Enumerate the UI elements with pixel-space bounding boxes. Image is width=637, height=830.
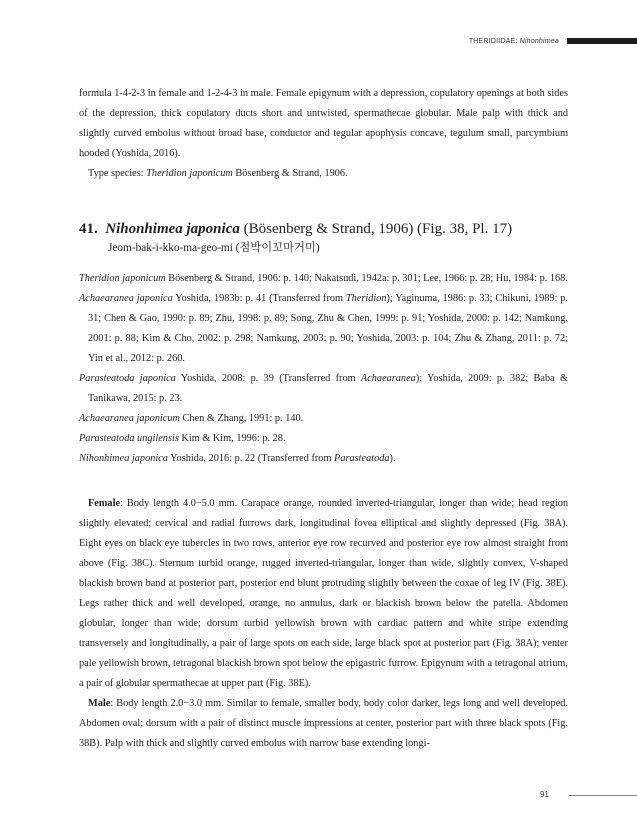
synonym-name: Parasteatoda japonica bbox=[79, 373, 176, 384]
species-number: 41. bbox=[79, 221, 98, 237]
synonym-from: Theridion bbox=[345, 293, 387, 304]
synonym-from: Achaearanea bbox=[360, 373, 416, 384]
header-bar bbox=[567, 38, 637, 44]
synonymy-entry bbox=[79, 449, 568, 469]
synonym-refs: Bösenberg & Strand, 1906: p. 140; Nakatsudi, 1942a: p. 301; Lee, 1966: p. 28; Hu, 1984: p. 168. bbox=[165, 273, 568, 284]
intro-paragraph: formula 1-4-2-3 in female and 1-2-4-3 in male. Female epigynum with a depression, copulatory openings at both sides of the depression, thick copulatory ducts short and untwisted, spermathecae globular. Male palp with thick and slightly curved embolus without broad base, conductor and tegular apophysis concave, tegulum small, parcymbium hooded (Yoshida, 2016). bbox=[79, 88, 568, 159]
synonymy-entry bbox=[79, 289, 568, 369]
type-species bbox=[79, 164, 568, 184]
synonymy-entry bbox=[79, 369, 568, 409]
synonym-refs-cont: ); Yaginuma, 1986: p. 33; Chikuni, 1989: p. 31; Chen & Gao, 1990: p. 89; Zhu, 1998: p. 89; Song, Zhu & Chen, 1999: p. 91; Yoshida, 2000: p. 142; Namkung, 2001: p. 88; Kim & Cho, 2002: p. 298; Namkung, 2003: p. 90; Yoshida, 2003: p. 104; Zhu & Zhang, 2011: p. 72; Yin et al., 2012: p. 260. bbox=[88, 293, 568, 364]
synonym-name: Achaearanea japonicum bbox=[79, 413, 180, 424]
synonym-refs-cont: ). bbox=[389, 453, 396, 464]
synonym-refs-cont: ); Yoshida, 2009: p. 382; Baba & Tanikawa, 2015: p. 23. bbox=[88, 373, 568, 404]
page-number: 91 bbox=[540, 790, 549, 799]
footer-rule bbox=[569, 795, 637, 796]
synonym-refs: Chen & Zhang, 1991: p. 140. bbox=[179, 413, 304, 424]
type-species-name: Theridion japonicum bbox=[146, 168, 233, 179]
synonym-name: Theridion japonicum bbox=[79, 273, 166, 284]
synonym-refs: Kim & Kim, 1996: p. 28. bbox=[178, 433, 286, 444]
species-name: Nihonhimea japonica bbox=[105, 221, 240, 237]
species-description bbox=[79, 494, 568, 754]
synonym-name: Parasteatoda ungilensis bbox=[79, 433, 179, 444]
synonym-name: Nihonhimea japonica bbox=[79, 453, 168, 464]
male-description bbox=[79, 694, 568, 754]
synonym-from: Parasteatoda bbox=[334, 453, 390, 464]
synonym-refs: Yoshida, 1983b: p. 41 (Transferred from bbox=[172, 293, 346, 304]
female-label: Female bbox=[88, 498, 121, 509]
genus-intro bbox=[79, 84, 568, 184]
header-family: THERIDIIDAE: bbox=[468, 38, 520, 45]
synonym-refs: Yoshida, 2008: p. 39 (Transferred from bbox=[175, 373, 361, 384]
type-species-label: Type species: bbox=[88, 168, 147, 179]
female-text: : Body length 4.0−5.0 mm. Carapace orange, rounded inverted-triangular, longer than wide; head region slightly elevated; cervical and radial furrows dark, longitudinal fovea elliptical and slightly depressed (Fig. 38A). Eight eyes on black eye tubercles in two rows, anterior eye row recurved and posterior eye row almost straight from above (Fig. 38C). Sternum turbid orange, rugged inverted-triangular, longer than wide, slightly convex, V-shaped blackish brown band at posterior part, posterior end blunt protruding slightly between the coxae of leg IV (Fig. 38E). Legs rather thick and well developed, orange, no annulus, dark or blackish brown below the patella. Abdomen globular, longer than wide; dorsum turbid yellowish brown with cardiac pattern and white stripe extending transversely and longitudinally, a pair of large spots on each side, large black spot at posterior part (Fig. 38A); venter pale yellowish brown, tetragonal blackish brown spot below the epigastric furrow. Epigynum with a tetragonal atrium, a pair of globular spermathecae at upper part (Fig. 38E). bbox=[79, 498, 568, 689]
running-header-text bbox=[469, 37, 559, 47]
species-author: (Bösenberg & Strand, 1906) (Fig. 38, Pl. 17) bbox=[239, 221, 513, 237]
header-genus: Nihonhimea bbox=[519, 38, 559, 45]
species-korean-name: Jeom-bak-i-kko-ma-geo-mi (점박이꼬마거미) bbox=[108, 242, 320, 254]
synonymy-entry bbox=[79, 429, 568, 449]
synonymy-entry bbox=[79, 409, 568, 429]
female-description bbox=[79, 494, 568, 694]
synonym-refs: Yoshida, 2016: p. 22 (Transferred from bbox=[167, 453, 335, 464]
species-heading bbox=[79, 219, 568, 257]
running-header bbox=[0, 37, 637, 49]
synonymy-entry bbox=[79, 269, 568, 289]
male-label: Male bbox=[88, 698, 111, 709]
male-text: : Body length 2.0−3.0 mm. Similar to female, smaller body, body color darker, legs long and well developed. Abdomen oval; dorsum with a pair of distinct muscle impressions at center, posterior part with three black spots (Fig. 38B). Palp with thick and slightly curved embolus with narrow base extending longi- bbox=[79, 698, 568, 749]
synonym-name: Achaearanea japonica bbox=[79, 293, 173, 304]
synonymy-list bbox=[79, 269, 568, 469]
type-species-author: Bösenberg & Strand, 1906. bbox=[232, 168, 348, 179]
species-title bbox=[79, 219, 568, 239]
